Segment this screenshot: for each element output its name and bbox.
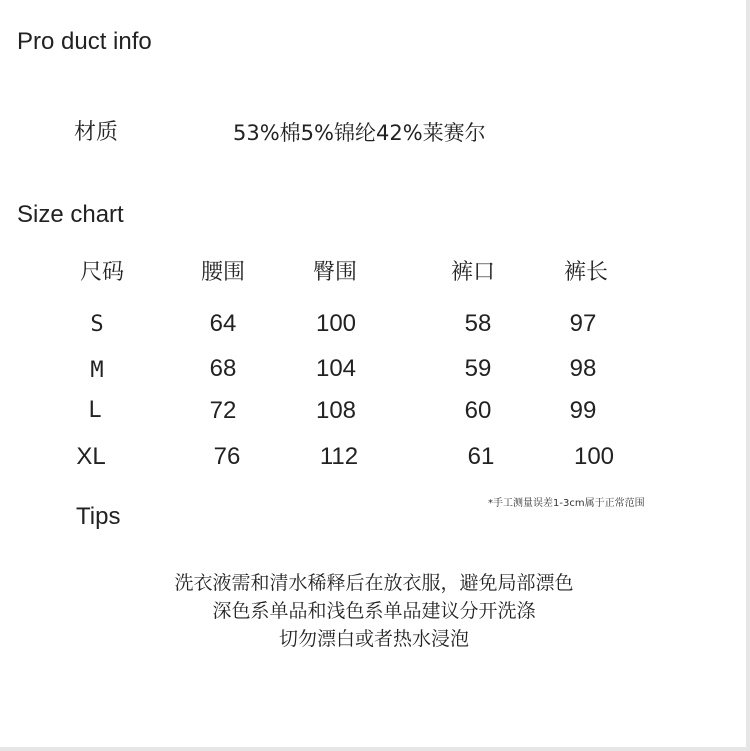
hip-cell: 104: [315, 355, 357, 382]
leg-opening-cell: 58: [464, 310, 492, 337]
size-cell: XL: [76, 443, 106, 470]
size-cell: S: [90, 312, 104, 337]
size-cell: M: [90, 358, 104, 383]
leg-opening-cell: 60: [464, 397, 492, 424]
tips-title: Tips: [76, 503, 121, 530]
material-value: 53%棉5%锦纶42%莱赛尔: [233, 121, 486, 145]
hip-cell: 112: [319, 443, 359, 470]
header-waist: 腰围: [201, 260, 246, 285]
length-cell: 99: [569, 397, 597, 424]
leg-opening-cell: 61: [467, 443, 495, 470]
header-size: 尺码: [80, 260, 125, 285]
material-label: 材质: [74, 120, 119, 145]
hip-cell: 100: [315, 310, 357, 337]
waist-cell: 76: [213, 443, 241, 470]
tip-line: 洗衣液需和清水稀释后在放衣服，避免局部漂色: [174, 572, 574, 594]
measurement-note: *手工测量误差1-3cm属于正常范围: [488, 498, 645, 509]
waist-cell: 68: [209, 355, 237, 382]
waist-cell: 72: [209, 397, 237, 424]
leg-opening-cell: 59: [464, 355, 492, 382]
header-hip: 臀围: [313, 260, 358, 285]
hip-cell: 108: [315, 397, 357, 424]
header-leg-opening: 裤口: [451, 260, 496, 285]
length-cell: 98: [569, 355, 597, 382]
waist-cell: 64: [209, 310, 237, 337]
header-length: 裤长: [564, 260, 609, 285]
length-cell: 97: [569, 310, 597, 337]
length-cell: 100: [573, 443, 615, 470]
product-info-title: Pro duct info: [17, 28, 152, 55]
size-chart-title: Size chart: [17, 201, 124, 228]
tip-line: 切勿漂白或者热水浸泡: [278, 628, 469, 650]
tip-line: 深色系单品和浅色系单品建议分开洗涤: [212, 600, 536, 622]
size-cell: L: [88, 398, 102, 423]
